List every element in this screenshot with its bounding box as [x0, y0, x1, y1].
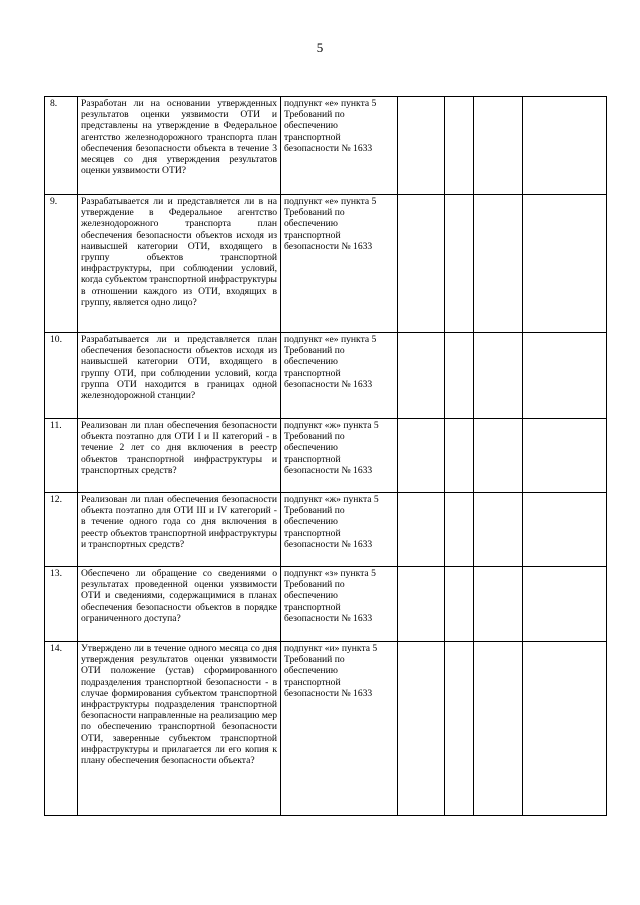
- requirement-question: Разработан ли на основании утвержденных результатов оценки уязвимости ОТИ и представлены на утверждение в Федеральное агентство железнодорожного транспорта план обеспечения безопасности объекта в течение 3 месяцев со дня утверждения результатов оценки уязвимости ОТИ?: [78, 97, 281, 195]
- requirement-question: Утверждено ли в течение одного месяца со дня утверждения результатов оценки уязвимости ОТИ положение (устав) сформированного подразделения транспортной безопасности - в случае формирования субъектом транспортной инфраструктуры подразделения транспортной безопасности направленные на реализацию мер по обеспечению транспортной безопасности ОТИ, заверенные субъектом транспортной инфраструктуры и прилагается ли его копия к плану обеспечения безопасности объекта?: [78, 642, 281, 816]
- table-row: [45, 333, 607, 419]
- answer-na-cell: [474, 333, 523, 419]
- requirement-question: Реализован ли план обеспечения безопасности объекта поэтапно для ОТИ I и II категорий - в течение 2 лет со дня включения в реестр объектов транспортной инфраструктуры и транспортных средств?: [78, 419, 281, 493]
- table-row: [45, 97, 607, 195]
- legal-reference: подпункт «е» пункта 5 Требований по обеспечению транспортной безопасности № 1633: [281, 195, 398, 333]
- table-row: [45, 419, 607, 493]
- answer-no-cell: [445, 567, 474, 642]
- requirement-question: Реализован ли план обеспечения безопасности объекта поэтапно для ОТИ III и IV категорий - в течение одного года со дня включения в реестр объектов транспортной инфраструктуры и транспортных средств?: [78, 493, 281, 567]
- answer-yes-cell: [398, 333, 445, 419]
- legal-reference: подпункт «е» пункта 5 Требований по обеспечению транспортной безопасности № 1633: [281, 97, 398, 195]
- answer-na-cell: [474, 419, 523, 493]
- answer-no-cell: [445, 642, 474, 816]
- checklist-table: [44, 96, 607, 816]
- remarks-cell: [523, 642, 607, 816]
- row-number: 14.: [45, 642, 78, 816]
- legal-reference: подпункт «з» пункта 5 Требований по обеспечению транспортной безопасности № 1633: [281, 567, 398, 642]
- answer-na-cell: [474, 493, 523, 567]
- answer-yes-cell: [398, 642, 445, 816]
- answer-no-cell: [445, 97, 474, 195]
- remarks-cell: [523, 567, 607, 642]
- answer-no-cell: [445, 419, 474, 493]
- row-number: 8.: [45, 97, 78, 195]
- answer-no-cell: [445, 333, 474, 419]
- answer-na-cell: [474, 642, 523, 816]
- remarks-cell: [523, 195, 607, 333]
- answer-no-cell: [445, 195, 474, 333]
- table-row: [45, 642, 607, 816]
- remarks-cell: [523, 419, 607, 493]
- legal-reference: подпункт «ж» пункта 5 Требований по обеспечению транспортной безопасности № 1633: [281, 493, 398, 567]
- row-number: 13.: [45, 567, 78, 642]
- requirement-question: Разрабатывается ли и представляется план обеспечения безопасности объектов исходя из наивысшей категории ОТИ, входящего в группу ОТИ, при соблюдении условий, когда группа ОТИ находится в границах одной железнодорожной станции?: [78, 333, 281, 419]
- legal-reference: подпункт «и» пункта 5 Требований по обеспечению транспортной безопасности № 1633: [281, 642, 398, 816]
- remarks-cell: [523, 333, 607, 419]
- answer-yes-cell: [398, 419, 445, 493]
- row-number: 12.: [45, 493, 78, 567]
- remarks-cell: [523, 493, 607, 567]
- answer-na-cell: [474, 567, 523, 642]
- legal-reference: подпункт «ж» пункта 5 Требований по обеспечению транспортной безопасности № 1633: [281, 419, 398, 493]
- row-number: 11.: [45, 419, 78, 493]
- remarks-cell: [523, 97, 607, 195]
- answer-yes-cell: [398, 97, 445, 195]
- requirement-question: Разрабатывается ли и представляется ли в на утверждение в Федеральное агентство железнодорожного транспорта план обеспечения безопасности объектов исходя из наивысшей категории ОТИ, входящего в группу объектов транспортной инфраструктуры, при соблюдении условий, когда субъектом транспортной инфраструктуры в отношении каждого из ОТИ, входящих в группу, является одно лицо?: [78, 195, 281, 333]
- table-row: [45, 195, 607, 333]
- page-number: 5: [316, 40, 324, 55]
- table-row: [45, 493, 607, 567]
- answer-no-cell: [445, 493, 474, 567]
- row-number: 10.: [45, 333, 78, 419]
- legal-reference: подпункт «е» пункта 5 Требований по обеспечению транспортной безопасности № 1633: [281, 333, 398, 419]
- requirement-question: Обеспечено ли обращение со сведениями о результатах проведенной оценки уязвимости ОТИ и сведениями, содержащимися в планах обеспечения безопасности объектов в порядке ограниченного доступа?: [78, 567, 281, 642]
- answer-na-cell: [474, 97, 523, 195]
- answer-na-cell: [474, 195, 523, 333]
- row-number: 9.: [45, 195, 78, 333]
- answer-yes-cell: [398, 195, 445, 333]
- table-row: [45, 567, 607, 642]
- answer-yes-cell: [398, 493, 445, 567]
- answer-yes-cell: [398, 567, 445, 642]
